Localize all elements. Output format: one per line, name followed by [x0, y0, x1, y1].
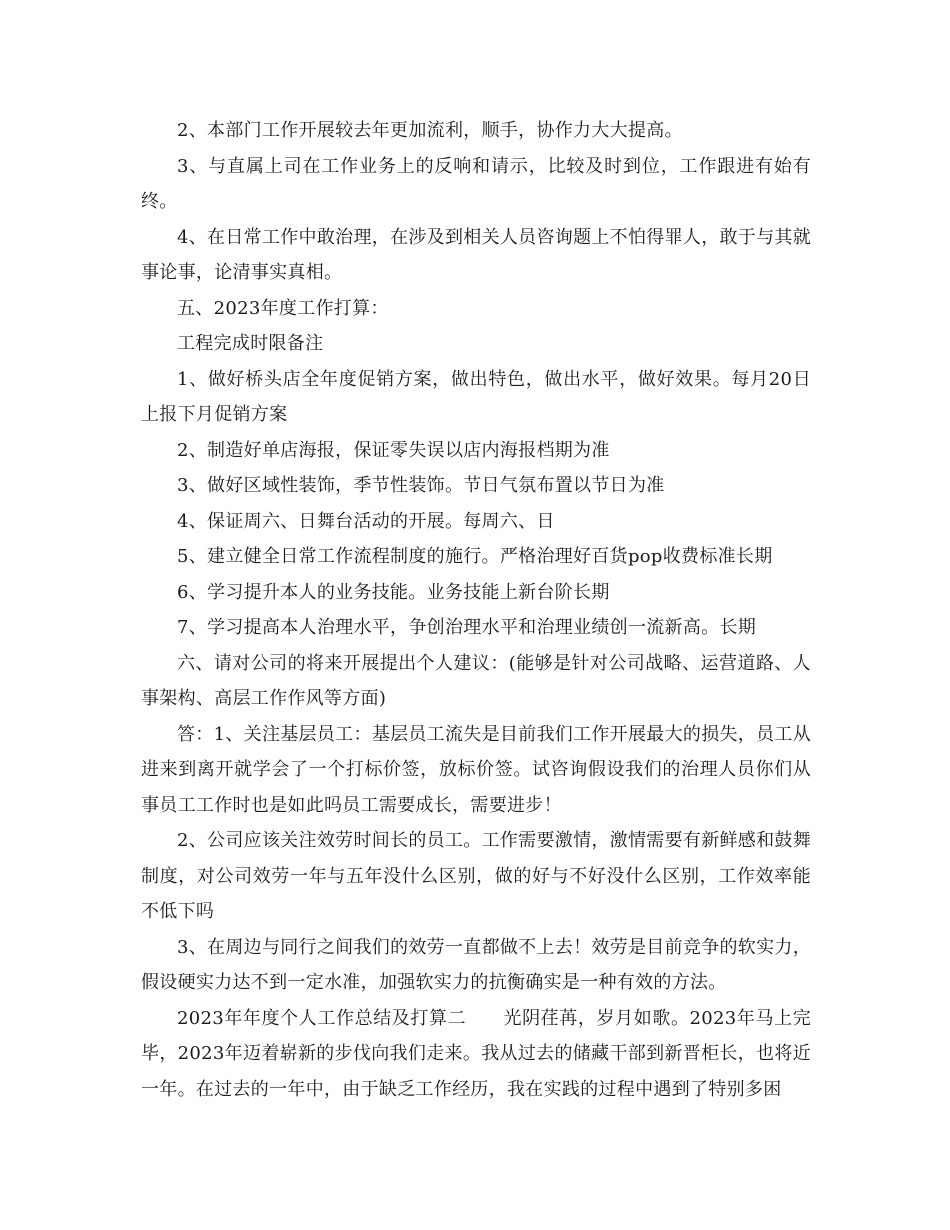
plan-item: 5、建立健全日常工作流程制度的施行。严格治理好百货pop收费标准长期 [177, 546, 773, 567]
plan-item: 1、做好桥头店全年度促销方案，做出特色，做出水平，做好效果。每月20日上报下月促销方案 [141, 368, 811, 425]
plan-item: 3、做好区域性装饰，季节性装饰。节日气氛布置以节日为准 [177, 475, 665, 496]
plan-item: 2、制造好单店海报，保证零失误以店内海报档期为准 [177, 439, 610, 461]
paragraph: 4、在日常工作中敢治理，在涉及到相关人员咨询题上不怕得罪人，敢于与其就事论事，论清事实真相。 [141, 226, 811, 283]
paragraph: 3、与直属上司在工作业务上的反响和请示，比较及时到位，工作跟进有始有终。 [141, 155, 811, 212]
section-heading: 五、2023年度工作打算： [177, 297, 389, 319]
paragraph: 2、本部门工作开展较去年更加流利，顺手，协作力大大提高。 [177, 120, 683, 141]
paragraph: 3、在周边与同行之间我们的效劳一直都做不上去！效劳是目前竞争的软实力，假设硬实力达不到一定水准，加强软实力的抗衡确实是一种有效的方法。 [141, 936, 811, 993]
paragraph: 答：1、关注基层员工：基层员工流失是目前我们工作开展最大的损失，员工从进来到离开就学会了一个打标价签，放标价签。试咨询假设我们的治理人员你们从事员工工作时也是如此吗员工需要成长，需要进步！ [141, 723, 811, 816]
paragraph: 2、公司应该关注效劳时间长的员工。工作需要激情，激情需要有新鲜感和鼓舞制度，对公司效劳一年与五年没什么区别，做的好与不好没什么区别，工作效率能不低下吗 [141, 830, 811, 922]
plan-item: 4、保证周六、日舞台活动的开展。每周六、日 [177, 510, 555, 532]
section-heading: 六、请对公司的将来开展提出个人建议：(能够是针对公司战略、运营道路、人事架构、高层工作作风等方面) [141, 652, 811, 709]
paragraph: 2023年年度个人工作总结及打算二 光阴荏苒，岁月如歌。2023年马上完毕，2023年迈着崭新的步伐向我们走来。我从过去的储藏干部到新晋柜长，也将近一年。在过去的一年中，由于缺乏工作经历，我在实践的过程中遇到了特别多困 [141, 1007, 811, 1100]
document-body [141, 113, 811, 1107]
table-header-line: 工程完成时限备注 [177, 333, 324, 354]
plan-item: 7、学习提高本人治理水平，争创治理水平和治理业绩创一流新高。长期 [177, 617, 757, 638]
plan-item: 6、学习提升本人的业务技能。业务技能上新台阶长期 [177, 581, 610, 603]
